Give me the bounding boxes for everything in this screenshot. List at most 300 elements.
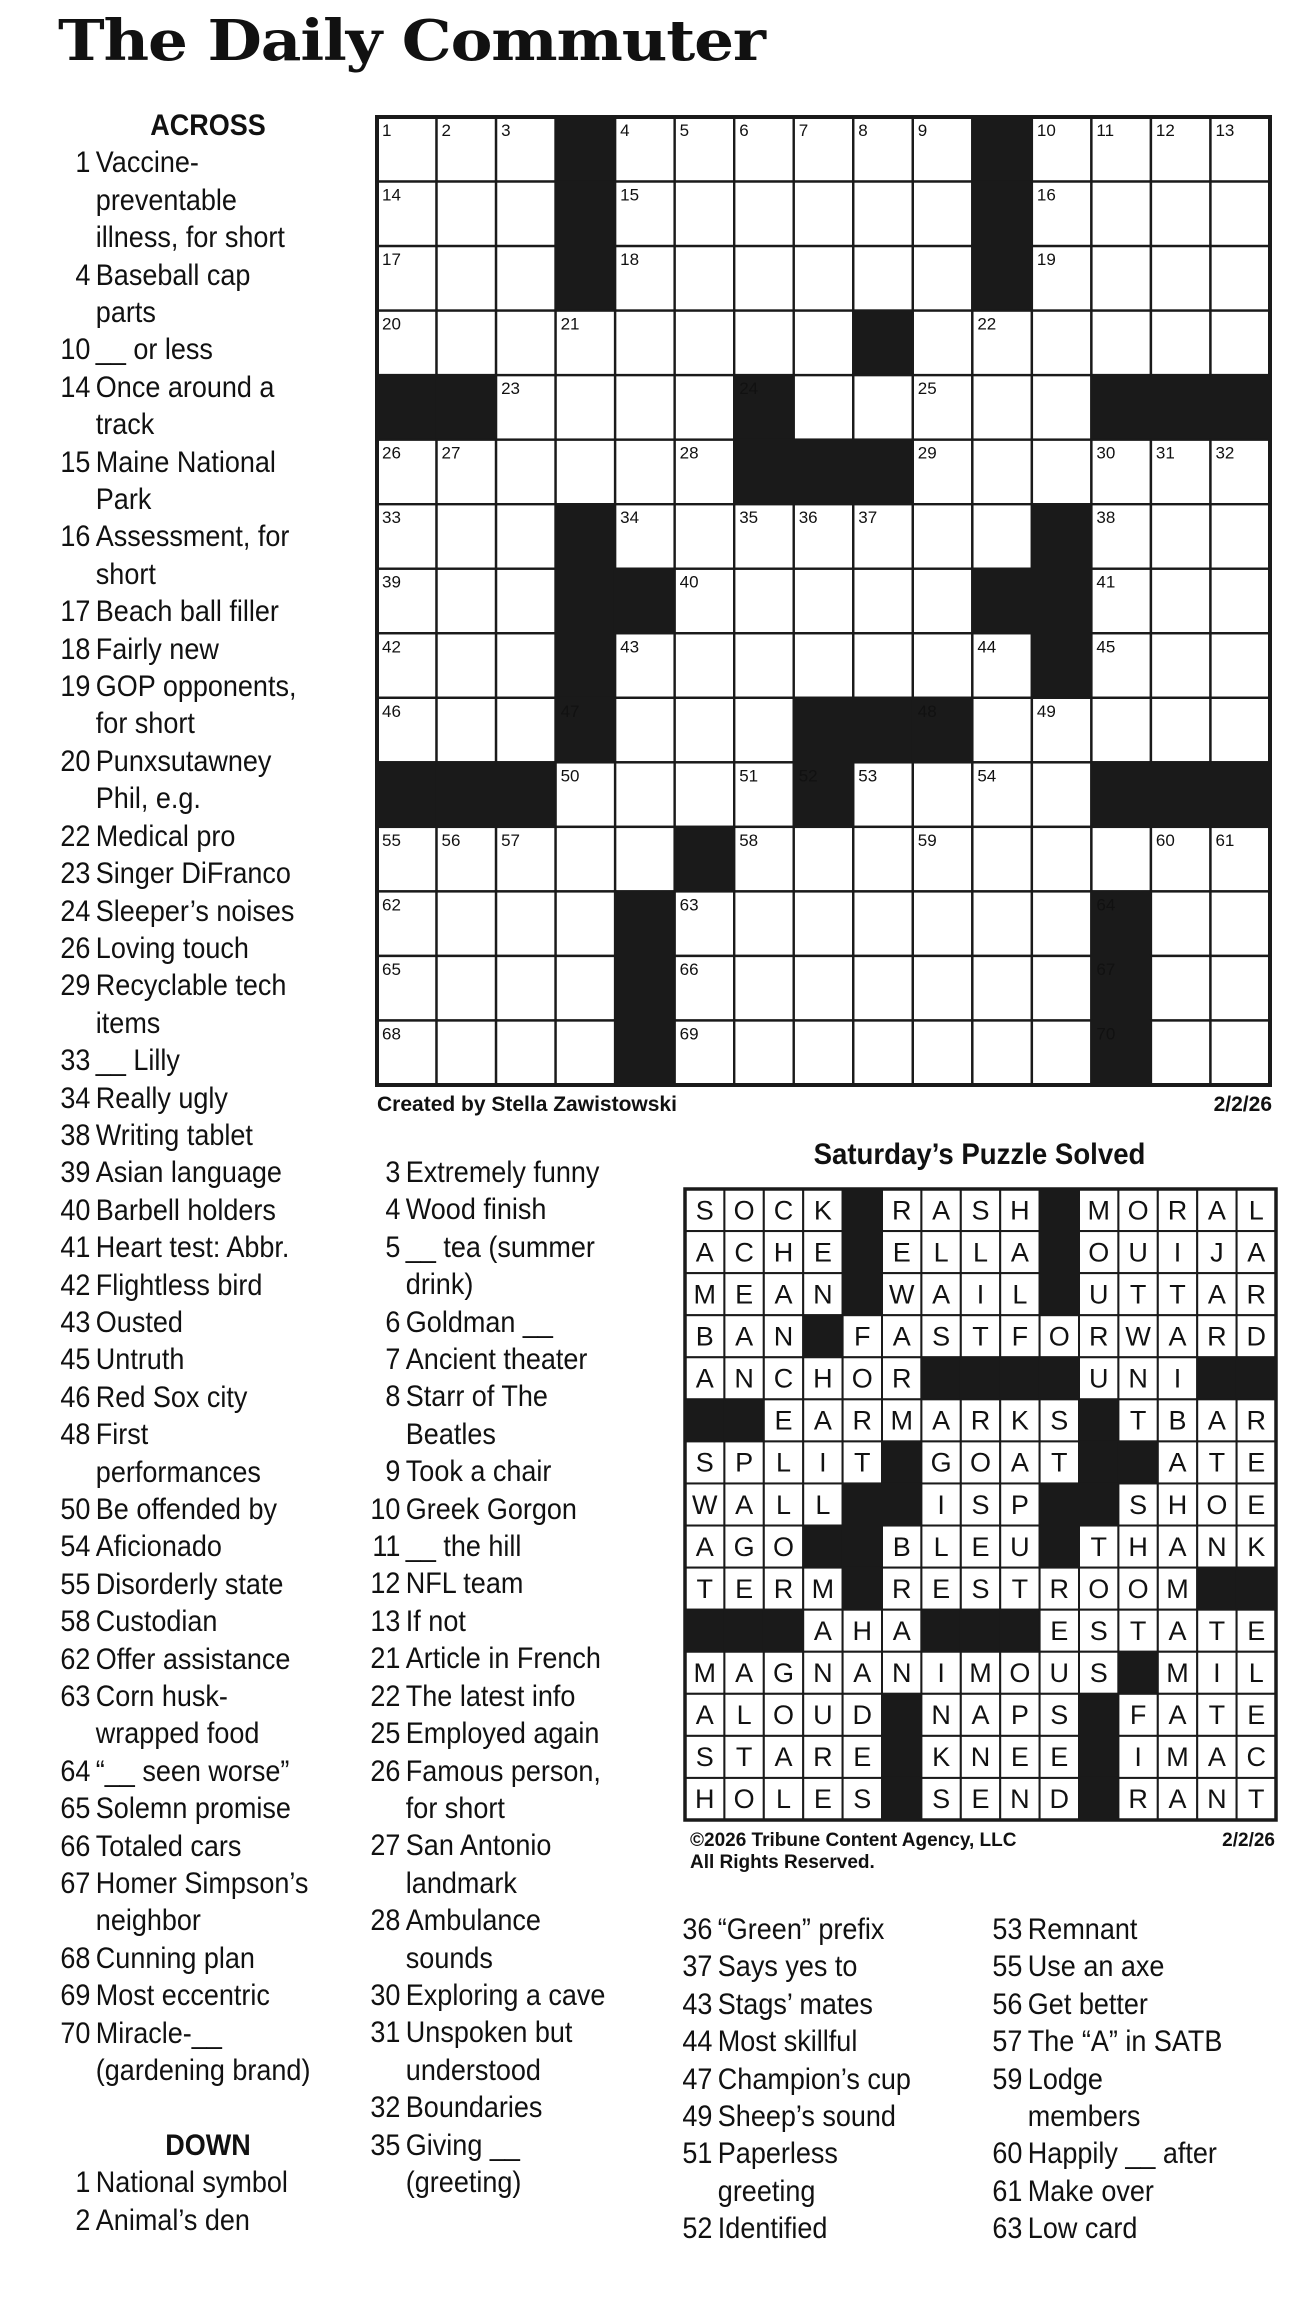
grid-cell[interactable] (675, 633, 735, 698)
solved-letter: H (694, 1784, 715, 1815)
down-clue-60 (990, 2135, 1295, 2172)
grid-cell[interactable] (913, 891, 973, 956)
solved-black-square (803, 1315, 842, 1357)
grid-cell[interactable] (1091, 182, 1151, 247)
solved-letter: R (970, 1405, 991, 1436)
solved-letter: S (1050, 1405, 1069, 1436)
cell-number: 28 (679, 443, 699, 463)
solved-letter: R (1246, 1279, 1267, 1310)
cell-number: 1 (382, 121, 392, 140)
constructor-credit: Created by Stella Zawistowski (377, 1093, 677, 1116)
solved-letter: A (1168, 1784, 1187, 1815)
grid-cell[interactable] (1151, 698, 1211, 763)
grid-cell[interactable] (556, 440, 616, 505)
clue-number: 14 (60, 370, 91, 404)
clue-text: Boundaries (405, 2091, 543, 2125)
solved-letter: N (1207, 1531, 1227, 1562)
cell-number: 6 (739, 121, 749, 140)
clue-text: Paperless (717, 2137, 838, 2171)
grid-cell[interactable] (437, 182, 497, 247)
solved-letter: A (892, 1321, 911, 1352)
grid-cell[interactable] (496, 569, 556, 634)
grid-cell[interactable] (853, 633, 913, 698)
grid-cell[interactable] (1210, 182, 1270, 247)
clue-text: Famous person, (405, 1754, 601, 1788)
grid-cell[interactable] (437, 504, 497, 569)
puzzle-date: 2/2/26 (1213, 1093, 1272, 1116)
across-clue-65 (58, 1790, 396, 1827)
cell-number: 69 (679, 1024, 699, 1044)
grid-cell[interactable] (972, 1020, 1032, 1085)
solved-black-square (1197, 1568, 1236, 1610)
solved-letter: T (735, 1742, 753, 1773)
clue-number: 8 (385, 1380, 401, 1414)
solved-letter: N (931, 1700, 951, 1731)
clue-text-continued: understood (405, 2053, 541, 2087)
cell-number: 14 (382, 185, 401, 205)
clue-number: 56 (992, 1987, 1023, 2021)
solved-letter: T (1011, 1573, 1029, 1604)
clue-number: 10 (60, 333, 91, 367)
clue-text-continued: members (1027, 2100, 1141, 2134)
clue-number: 43 (682, 1987, 713, 2021)
solved-letter: O (1088, 1237, 1110, 1268)
grid-cell[interactable] (437, 246, 497, 311)
clue-text: Maine National (95, 445, 276, 479)
clue-number: 68 (60, 1941, 91, 1975)
clue-text-continued: drink) (405, 1268, 474, 1302)
grid-cell[interactable] (1032, 891, 1092, 956)
clue-text: The “A” in SATB (1027, 2025, 1223, 2059)
grid-cell[interactable] (734, 1020, 794, 1085)
clue-text-continued: landmark (405, 1866, 517, 1900)
grid-cell[interactable] (1210, 698, 1270, 763)
grid-cell[interactable] (913, 762, 973, 827)
grid-cell[interactable] (1091, 311, 1151, 376)
cell-number: 39 (382, 572, 401, 592)
grid-cell[interactable] (615, 762, 675, 827)
cell-number: 12 (1155, 121, 1175, 140)
clue-text: Offer assistance (95, 1642, 291, 1676)
grid-cell[interactable] (794, 956, 854, 1021)
solved-letter: A (735, 1489, 754, 1520)
down-clue-47 (680, 2061, 1018, 2098)
grid-cell[interactable] (794, 827, 854, 892)
grid-cell[interactable] (675, 375, 735, 440)
clue-text-continued: illness, for short (95, 221, 285, 255)
clue-text-continued: (gardening brand) (95, 2054, 311, 2088)
down-clue-57 (990, 2023, 1295, 2060)
grid-cell[interactable] (1151, 504, 1211, 569)
clue-text: Sheep’s sound (717, 2100, 896, 2134)
grid-cell[interactable] (794, 633, 854, 698)
grid-cell[interactable] (913, 956, 973, 1021)
clue-text: Use an axe (1027, 1950, 1165, 1984)
grid-cell[interactable] (1091, 246, 1151, 311)
down-clues-column-4 (990, 1911, 1280, 2248)
grid-cell[interactable] (794, 182, 854, 247)
black-square (437, 762, 497, 827)
clue-text: Ancient theater (405, 1343, 588, 1377)
grid-cell[interactable] (734, 569, 794, 634)
solved-letter: A (1010, 1237, 1029, 1268)
solved-letter: A (695, 1237, 714, 1268)
clue-text: Writing tablet (95, 1118, 253, 1152)
cell-number: 63 (679, 895, 699, 915)
solved-letter: E (735, 1279, 754, 1310)
grid-cell[interactable] (675, 504, 735, 569)
clue-text: Extremely funny (405, 1156, 600, 1189)
grid-cell[interactable] (437, 698, 497, 763)
solved-black-square (843, 1231, 882, 1273)
solved-letter: S (853, 1784, 872, 1815)
grid-cell[interactable] (1210, 246, 1270, 311)
grid-cell[interactable] (556, 827, 616, 892)
clue-text-continued: short (95, 557, 156, 591)
solved-letter: A (853, 1658, 872, 1689)
across-clues (58, 107, 358, 2239)
across-clue-16 (58, 518, 396, 593)
grid-cell[interactable] (1032, 956, 1092, 1021)
grid-cell[interactable] (794, 1020, 854, 1085)
black-square (1151, 375, 1211, 440)
grid-cell[interactable] (972, 827, 1032, 892)
grid-cell[interactable] (972, 440, 1032, 505)
solved-letter: F (1129, 1700, 1147, 1731)
grid-cell[interactable] (734, 182, 794, 247)
black-square (437, 375, 497, 440)
grid-cell[interactable] (1091, 698, 1151, 763)
across-clue-62 (58, 1641, 396, 1678)
down-clue-61 (990, 2173, 1295, 2210)
clue-text: Really ugly (95, 1081, 228, 1115)
black-square (972, 182, 1032, 247)
grid-cell[interactable] (853, 246, 913, 311)
solved-black-square (921, 1610, 960, 1652)
grid-cell[interactable] (913, 246, 973, 311)
clue-text: Champion’s cup (717, 2062, 911, 2096)
across-clue-19 (58, 668, 396, 743)
grid-cell[interactable] (913, 311, 973, 376)
clue-number: 60 (992, 2137, 1023, 2171)
across-clue-39 (58, 1154, 396, 1191)
clue-text: The latest info (405, 1679, 576, 1713)
grid-cell[interactable] (1151, 246, 1211, 311)
grid-cell[interactable] (496, 182, 556, 247)
solved-letter: O (733, 1195, 755, 1226)
cell-number: 40 (679, 572, 699, 592)
cell-number: 52 (798, 766, 818, 786)
solved-black-square (1197, 1357, 1236, 1399)
clue-number: 17 (60, 595, 91, 629)
clue-text: Red Sox city (95, 1380, 248, 1414)
clue-text: __ tea (summer (405, 1230, 595, 1264)
grid-cell[interactable] (437, 311, 497, 376)
solved-letter: K (932, 1742, 951, 1773)
grid-cell[interactable] (496, 311, 556, 376)
grid-cell[interactable] (1032, 311, 1092, 376)
grid-cell[interactable] (1032, 1020, 1092, 1085)
grid-cell[interactable] (734, 311, 794, 376)
clue-text: National symbol (95, 2166, 288, 2200)
clue-number: 26 (370, 1754, 401, 1788)
across-clue-43 (58, 1304, 396, 1341)
grid-cell[interactable] (913, 569, 973, 634)
solved-letter: A (932, 1279, 951, 1310)
grid-cell[interactable] (615, 375, 675, 440)
down-clue-7 (368, 1341, 706, 1378)
grid-cell[interactable] (794, 375, 854, 440)
down-clue-43 (680, 1986, 1018, 2023)
grid-cell[interactable] (1210, 891, 1270, 956)
solved-letter: A (774, 1742, 793, 1773)
clue-text-continued: wrapped food (95, 1717, 260, 1751)
grid-cell[interactable] (913, 633, 973, 698)
grid-cell[interactable] (675, 246, 735, 311)
cell-number: 64 (1096, 895, 1116, 915)
grid-cell[interactable] (556, 956, 616, 1021)
cell-number: 19 (1036, 250, 1056, 270)
grid-cell[interactable] (913, 1020, 973, 1085)
grid-cell[interactable] (556, 891, 616, 956)
grid-cell[interactable] (437, 956, 497, 1021)
solved-letter: U (1128, 1237, 1148, 1268)
solved-letter: R (1246, 1405, 1267, 1436)
clue-text: Custodian (95, 1605, 218, 1639)
clue-text: __ the hill (405, 1530, 522, 1564)
grid-cell[interactable] (556, 375, 616, 440)
clue-number: 9 (385, 1455, 401, 1489)
grid-cell[interactable] (437, 569, 497, 634)
solved-letter: T (1208, 1447, 1226, 1478)
cell-number: 30 (1096, 443, 1116, 463)
down-clue-22 (368, 1678, 706, 1715)
grid-cell[interactable] (496, 633, 556, 698)
cell-number: 16 (1036, 185, 1056, 205)
clue-text: Flightless bird (95, 1268, 263, 1302)
solved-letter: O (1009, 1658, 1031, 1689)
grid-cell[interactable] (853, 956, 913, 1021)
clue-text: Loving touch (95, 931, 249, 965)
cell-number: 23 (501, 379, 520, 399)
grid-cell[interactable] (972, 698, 1032, 763)
black-square (972, 569, 1032, 634)
black-square (377, 375, 437, 440)
cell-number: 68 (382, 1024, 401, 1044)
solved-letter: E (853, 1742, 872, 1773)
grid-cell[interactable] (972, 956, 1032, 1021)
solved-letter: E (1247, 1447, 1266, 1478)
clue-text-continued: parts (95, 296, 156, 330)
clue-text: Most skillful (717, 2025, 858, 2059)
grid-cell[interactable] (675, 698, 735, 763)
grid-cell[interactable] (496, 956, 556, 1021)
grid-cell[interactable] (556, 1020, 616, 1085)
solved-letter: R (813, 1742, 833, 1773)
grid-cell[interactable] (496, 1020, 556, 1085)
across-clue-67 (58, 1865, 396, 1940)
clue-number: 3 (385, 1156, 401, 1189)
clue-number: 44 (682, 2025, 713, 2059)
grid-cell[interactable] (615, 827, 675, 892)
grid-cell[interactable] (437, 1020, 497, 1085)
grid-cell[interactable] (734, 956, 794, 1021)
cell-number: 55 (382, 830, 401, 850)
solved-letter: A (695, 1700, 714, 1731)
clue-text: Untruth (95, 1343, 185, 1377)
clue-number: 31 (370, 2016, 401, 2050)
grid-cell[interactable] (734, 698, 794, 763)
clue-text: Unspoken but (405, 2016, 573, 2050)
cell-number: 11 (1096, 121, 1115, 140)
clue-text: Once around a (95, 370, 275, 404)
solved-letter: M (969, 1658, 992, 1689)
grid-cell[interactable] (615, 698, 675, 763)
solved-letter: L (775, 1489, 792, 1520)
grid-cell[interactable] (1151, 182, 1211, 247)
clue-number: 62 (60, 1642, 91, 1676)
copyright-line: ©2026 Tribune Content Agency, LLC (690, 1830, 1017, 1851)
grid-cell[interactable] (496, 440, 556, 505)
solved-letter: S (695, 1447, 714, 1478)
grid-cell[interactable] (1151, 1020, 1211, 1085)
solved-letter: S (695, 1195, 714, 1226)
solved-black-square (882, 1483, 921, 1525)
solved-black-square (882, 1694, 921, 1736)
down-clue-13 (368, 1603, 706, 1640)
solved-letter: S (971, 1489, 990, 1520)
grid-cell[interactable] (913, 182, 973, 247)
clue-number: 51 (682, 2137, 713, 2171)
solved-letter: A (1168, 1700, 1187, 1731)
grid-cell[interactable] (1091, 827, 1151, 892)
solved-letter: E (892, 1237, 911, 1268)
grid-cell[interactable] (496, 246, 556, 311)
grid-cell[interactable] (437, 633, 497, 698)
solved-letter: E (1010, 1742, 1029, 1773)
grid-cell[interactable] (1151, 311, 1211, 376)
grid-cell[interactable] (615, 311, 675, 376)
grid-cell[interactable] (1032, 827, 1092, 892)
grid-cell[interactable] (734, 246, 794, 311)
grid-cell[interactable] (972, 504, 1032, 569)
grid-cell[interactable] (1210, 1020, 1270, 1085)
grid-cell[interactable] (972, 375, 1032, 440)
grid-cell[interactable] (853, 569, 913, 634)
solved-letter: S (1050, 1700, 1069, 1731)
clue-number: 49 (682, 2100, 713, 2134)
grid-cell[interactable] (675, 311, 735, 376)
grid-cell[interactable] (1210, 956, 1270, 1021)
grid-cell[interactable] (853, 182, 913, 247)
across-clue-23 (58, 855, 396, 892)
grid-cell[interactable] (675, 762, 735, 827)
grid-cell[interactable] (853, 1020, 913, 1085)
grid-cell[interactable] (794, 311, 854, 376)
down-clue-56 (990, 1986, 1295, 2023)
black-square (853, 311, 913, 376)
clue-text-continued: for short (405, 1791, 505, 1825)
down-clue-53 (990, 1911, 1295, 1948)
solved-letter: K (1247, 1531, 1266, 1562)
solved-black-square (1079, 1441, 1118, 1483)
grid-cell[interactable] (615, 440, 675, 505)
clue-number: 35 (370, 2128, 401, 2162)
grid-cell[interactable] (437, 891, 497, 956)
grid-cell[interactable] (496, 504, 556, 569)
grid-cell[interactable] (1210, 311, 1270, 376)
clue-text: Medical pro (95, 819, 236, 853)
solved-letter: A (1168, 1447, 1187, 1478)
grid-cell[interactable] (972, 891, 1032, 956)
cell-number: 29 (917, 443, 937, 463)
clue-number: 5 (385, 1230, 401, 1264)
grid-cell[interactable] (794, 246, 854, 311)
grid-cell[interactable] (853, 891, 913, 956)
solved-letter: F (1011, 1321, 1029, 1352)
cell-number: 31 (1155, 443, 1175, 463)
solved-letter: N (813, 1658, 833, 1689)
grid-cell[interactable] (853, 827, 913, 892)
clue-number: 66 (60, 1829, 91, 1863)
grid-cell[interactable] (794, 569, 854, 634)
solved-letter: A (695, 1531, 714, 1562)
down-clue-11 (368, 1528, 706, 1565)
clue-text: Animal’s den (95, 2203, 250, 2237)
grid-cell[interactable] (794, 891, 854, 956)
grid-cell[interactable] (913, 504, 973, 569)
solved-letter: O (733, 1784, 755, 1815)
cell-number: 36 (798, 508, 818, 528)
clue-text: Asian language (95, 1156, 282, 1190)
cell-number: 9 (917, 121, 928, 140)
grid-cell[interactable] (1032, 375, 1092, 440)
grid-cell[interactable] (734, 891, 794, 956)
down-clue-32 (368, 2089, 706, 2126)
grid-cell[interactable] (853, 375, 913, 440)
across-clue-33 (58, 1042, 396, 1079)
solved-letter: N (970, 1742, 991, 1773)
grid-cell[interactable] (496, 698, 556, 763)
grid-cell[interactable] (1151, 633, 1211, 698)
grid-cell[interactable] (734, 633, 794, 698)
down-clue-36 (680, 1911, 1018, 1948)
cell-number: 13 (1215, 121, 1235, 140)
down-clue-63 (990, 2210, 1295, 2247)
grid-cell[interactable] (675, 182, 735, 247)
clue-number: 33 (60, 1044, 91, 1078)
grid-cell[interactable] (1151, 891, 1211, 956)
grid-cell[interactable] (1210, 633, 1270, 698)
cell-number: 60 (1155, 830, 1175, 850)
grid-cell[interactable] (1210, 504, 1270, 569)
grid-cell[interactable] (1032, 762, 1092, 827)
solved-letter: T (1051, 1447, 1068, 1478)
solved-puzzle-grid (683, 1187, 1278, 1827)
solved-letter: K (1010, 1405, 1029, 1436)
solved-letter: G (772, 1658, 795, 1689)
grid-cell[interactable] (1151, 956, 1211, 1021)
grid-cell[interactable] (1032, 440, 1092, 505)
grid-cell[interactable] (496, 891, 556, 956)
grid-cell[interactable] (1151, 569, 1211, 634)
solved-letter: N (1010, 1784, 1030, 1815)
solved-puzzle-title: Saturday’s Puzzle Solved (813, 1138, 1146, 1171)
grid-cell[interactable] (1210, 569, 1270, 634)
solved-letter: T (1208, 1700, 1226, 1731)
solved-letter: E (735, 1573, 754, 1604)
solved-letter: R (773, 1573, 794, 1604)
